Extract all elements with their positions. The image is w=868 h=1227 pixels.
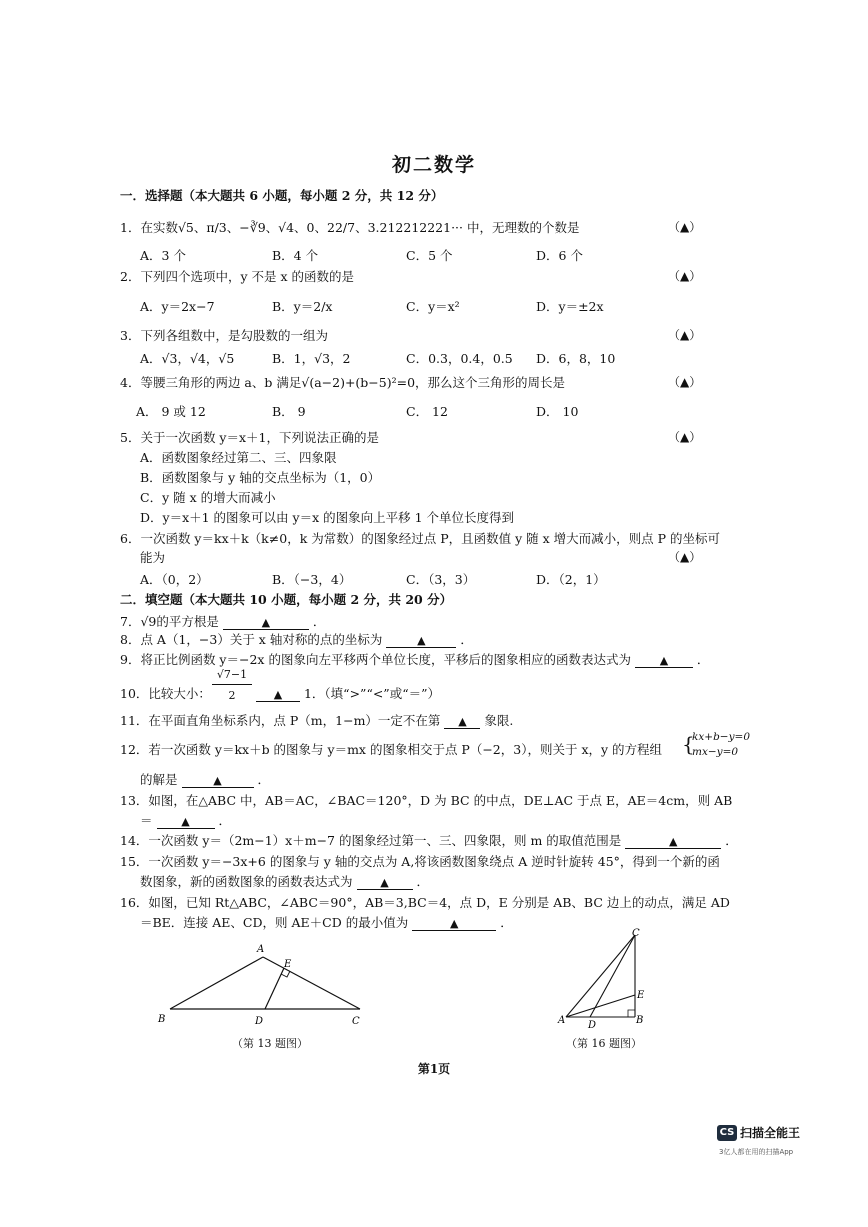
section-2-heading: 二．填空题（本大题共 10 小题，每小题 2 分，共 20 分） bbox=[120, 592, 453, 607]
q15-line-2 bbox=[140, 872, 429, 890]
q6-answer-mark: （▲） bbox=[668, 550, 702, 564]
q4-option-a: A． 9 或 12 bbox=[136, 404, 206, 419]
fig16-label-e: E bbox=[637, 990, 645, 1001]
q3-option-c: C．0.3，0.4，0.5 bbox=[406, 351, 513, 366]
q4-option-c: C． 12 bbox=[406, 404, 448, 419]
q14 bbox=[120, 831, 738, 849]
q5-stem: 5．关于一次函数 y＝x＋1，下列说法正确的是 bbox=[120, 430, 379, 445]
q8-text: 8．点 A（1，−3）关于 x 轴对称的点的坐标为 bbox=[120, 632, 383, 647]
q13-text-2: ＝ bbox=[140, 813, 153, 828]
q12-answer-blank[interactable]: ▲ bbox=[182, 774, 254, 788]
figure-13-diagram bbox=[150, 938, 380, 1038]
q1-answer-mark: （▲） bbox=[668, 220, 702, 234]
q4-option-d: D． 10 bbox=[536, 404, 579, 419]
fig16-right-angle-mark bbox=[628, 1010, 635, 1017]
q13-line-2 bbox=[140, 811, 231, 829]
q12-text-2: 的解是 bbox=[140, 772, 178, 787]
q6-stem: 6．一次函数 y＝kx＋k（k≠0，k 为常数）的图象经过点 P，且函数值 y 随 x 增大而减小，则点 P 的坐标可 bbox=[120, 531, 720, 546]
q9-text: 9．将正比例函数 y＝−2x 的图象向左平移两个单位长度，平移后的图象相应的函数表达式为 bbox=[120, 652, 631, 667]
q10-rest bbox=[256, 684, 440, 702]
fig16-label-c: C bbox=[632, 928, 640, 939]
q2-stem: 2．下列四个选项中，y 不是 x 的函数的是 bbox=[120, 269, 354, 284]
q10-fraction-bar bbox=[212, 684, 252, 685]
q1-option-c: C．5 个 bbox=[406, 248, 453, 263]
q15-answer-blank[interactable]: ▲ bbox=[357, 876, 413, 890]
q2-option-d: D．y＝±2x bbox=[536, 299, 604, 314]
q3-option-d: D．6，8，10 bbox=[536, 351, 616, 366]
q6-option-d: D．（2，1） bbox=[536, 572, 606, 587]
q10-end: 1．（填“>”“<”或“＝”） bbox=[303, 686, 440, 701]
scanner-tagline: 3亿人都在用的扫描App bbox=[719, 1148, 794, 1156]
q13-text: 13．如图，在△ABC 中，AB＝AC，∠BAC＝120°，D 为 BC 的中点，DE⊥AC 于点 E，AE＝4cm，则 AB bbox=[120, 793, 733, 808]
q12-equation-2: mx−y=0 bbox=[692, 746, 739, 758]
q14-answer-blank[interactable]: ▲ bbox=[625, 835, 721, 849]
q15-text-2: 数图象，新的函数图象的函数表达式为 bbox=[140, 874, 353, 889]
q10-fraction-numerator: √7−1 bbox=[216, 668, 248, 681]
q6-stem-continued: 能为 bbox=[140, 550, 166, 565]
q5-option-a: A．函数图象经过第二、三、四象限 bbox=[140, 450, 337, 465]
q12-end: ． bbox=[257, 772, 270, 787]
q4-answer-mark: （▲） bbox=[668, 375, 702, 389]
q3-option-b: B．1，√3，2 bbox=[272, 351, 351, 366]
q5-option-c: C．y 随 x 的增大而减小 bbox=[140, 490, 276, 505]
q11-text: 11．在平面直角坐标系内，点 P（m，1−m）一定不在第 bbox=[120, 713, 441, 728]
q15-end: ． bbox=[416, 874, 429, 889]
q7-text: 7．√9的平方根是 bbox=[120, 614, 219, 629]
q10-text: 10．比较大小： bbox=[120, 686, 211, 701]
q11-end: 象限. bbox=[484, 713, 514, 728]
q14-end: ． bbox=[725, 833, 738, 848]
q12-equation-1: kx+b−y=0 bbox=[692, 731, 751, 743]
q16-text-2: ＝BE．连接 AE、CD，则 AE＋CD 的最小值为 bbox=[140, 915, 409, 930]
figure-16-diagram bbox=[550, 925, 660, 1035]
q12-brace: { bbox=[682, 732, 695, 756]
q7-answer-blank[interactable]: ▲ bbox=[223, 616, 309, 630]
q2-answer-mark: （▲） bbox=[668, 269, 702, 283]
q9-end: ． bbox=[696, 652, 710, 667]
fig16-segment-ac bbox=[566, 935, 635, 1017]
fig16-label-d: D bbox=[588, 1020, 597, 1031]
scanner-logo-icon: CS bbox=[717, 1125, 737, 1141]
q13-answer-blank[interactable]: ▲ bbox=[157, 815, 215, 829]
fig13-label-e: E bbox=[284, 959, 292, 970]
fig13-label-b: B bbox=[158, 1014, 166, 1025]
q16-end: ． bbox=[500, 915, 513, 930]
q2-option-c: C．y＝x² bbox=[406, 299, 460, 314]
q9 bbox=[120, 650, 709, 668]
q6-option-a: A．（0，2） bbox=[140, 572, 209, 587]
q3-option-a: A．√3，√4，√5 bbox=[140, 351, 235, 366]
q12-line-2 bbox=[140, 770, 270, 788]
q9-answer-blank[interactable]: ▲ bbox=[635, 654, 693, 668]
q5-answer-mark: （▲） bbox=[668, 430, 702, 444]
q11 bbox=[120, 711, 513, 729]
q4-option-b: B． 9 bbox=[272, 404, 306, 419]
fig13-segment-ab bbox=[170, 957, 263, 1009]
q7-end: ． bbox=[312, 614, 326, 629]
q13-end: ． bbox=[218, 813, 231, 828]
q1-option-d: D．6 个 bbox=[536, 248, 583, 263]
q4-stem: 4．等腰三角形的两边 a、b 满足√(a−2)+(b−5)²=0，那么这个三角形的周长是 bbox=[120, 375, 566, 390]
q16-answer-blank[interactable]: ▲ bbox=[412, 917, 496, 931]
fig16-label-b: B bbox=[636, 1015, 644, 1026]
q7 bbox=[120, 612, 325, 630]
q5-option-d: D．y＝x＋1 的图象可以由 y＝x 的图象向上平移 1 个单位长度得到 bbox=[140, 510, 515, 525]
q2-option-a: A．y＝2x−7 bbox=[140, 299, 215, 314]
q6-option-b: B．（−3，4） bbox=[272, 572, 352, 587]
q14-text: 14．一次函数 y＝（2m−1）x＋m−7 的图象经过第一、三、四象限，则 m 的取值范围是 bbox=[120, 833, 622, 848]
q5-option-b: B．函数图象与 y 轴的交点坐标为（1，0） bbox=[140, 470, 381, 485]
q6-option-c: C．（3，3） bbox=[406, 572, 476, 587]
page-title: 初二数学 bbox=[391, 154, 476, 176]
fig13-label-a: A bbox=[257, 944, 265, 955]
q3-answer-mark: （▲） bbox=[668, 328, 702, 342]
fig16-label-a: A bbox=[558, 1015, 566, 1026]
q16-text: 16．如图，已知 Rt△ABC，∠ABC＝90°，AB＝3,BC＝4，点 D，E 分别是 AB、BC 边上的动点，满足 AD bbox=[120, 895, 730, 910]
figure-13-caption: （第 13 题图） bbox=[232, 1037, 308, 1050]
fig16-segment-cd bbox=[590, 935, 635, 1017]
q8 bbox=[120, 630, 473, 648]
q15-text: 15．一次函数 y＝−3x+6 的图象与 y 轴的交点为 A,将该函数图象绕点 A 逆时针旋转 45°，得到一个新的函 bbox=[120, 854, 720, 869]
scanner-app-name: 扫描全能王 bbox=[740, 1126, 801, 1140]
page-number: 第1页 bbox=[417, 1062, 451, 1076]
q2-option-b: B．y＝2/x bbox=[272, 299, 333, 314]
q1-option-a: A．3 个 bbox=[140, 248, 186, 263]
q1-option-b: B．4 个 bbox=[272, 248, 319, 263]
fig13-label-c: C bbox=[352, 1016, 360, 1027]
section-1-heading: 一．选择题（本大题共 6 小题，每小题 2 分，共 12 分） bbox=[120, 188, 444, 203]
q8-answer-blank[interactable]: ▲ bbox=[386, 634, 456, 648]
figure-16-caption: （第 16 题图） bbox=[566, 1037, 642, 1050]
q10-fraction-denominator: 2 bbox=[228, 689, 236, 702]
q11-answer-blank[interactable]: ▲ bbox=[444, 715, 480, 729]
scanner-watermark bbox=[717, 1124, 800, 1141]
q1-stem: 1．在实数√5、π/3、−∛9、√4、0、22/7、3.212212221··· 中，无理数的个数是 bbox=[120, 220, 580, 235]
q3-stem: 3．下列各组数中，是勾股数的一组为 bbox=[120, 328, 328, 343]
q12-text: 12．若一次函数 y＝kx＋b 的图象与 y＝mx 的图象相交于点 P（−2，3），则关于 x，y 的方程组 bbox=[120, 742, 663, 757]
fig13-label-d: D bbox=[255, 1016, 264, 1027]
q8-end: ． bbox=[460, 632, 473, 647]
q10-answer-blank[interactable]: ▲ bbox=[256, 688, 300, 702]
q16-line-2 bbox=[140, 913, 513, 931]
